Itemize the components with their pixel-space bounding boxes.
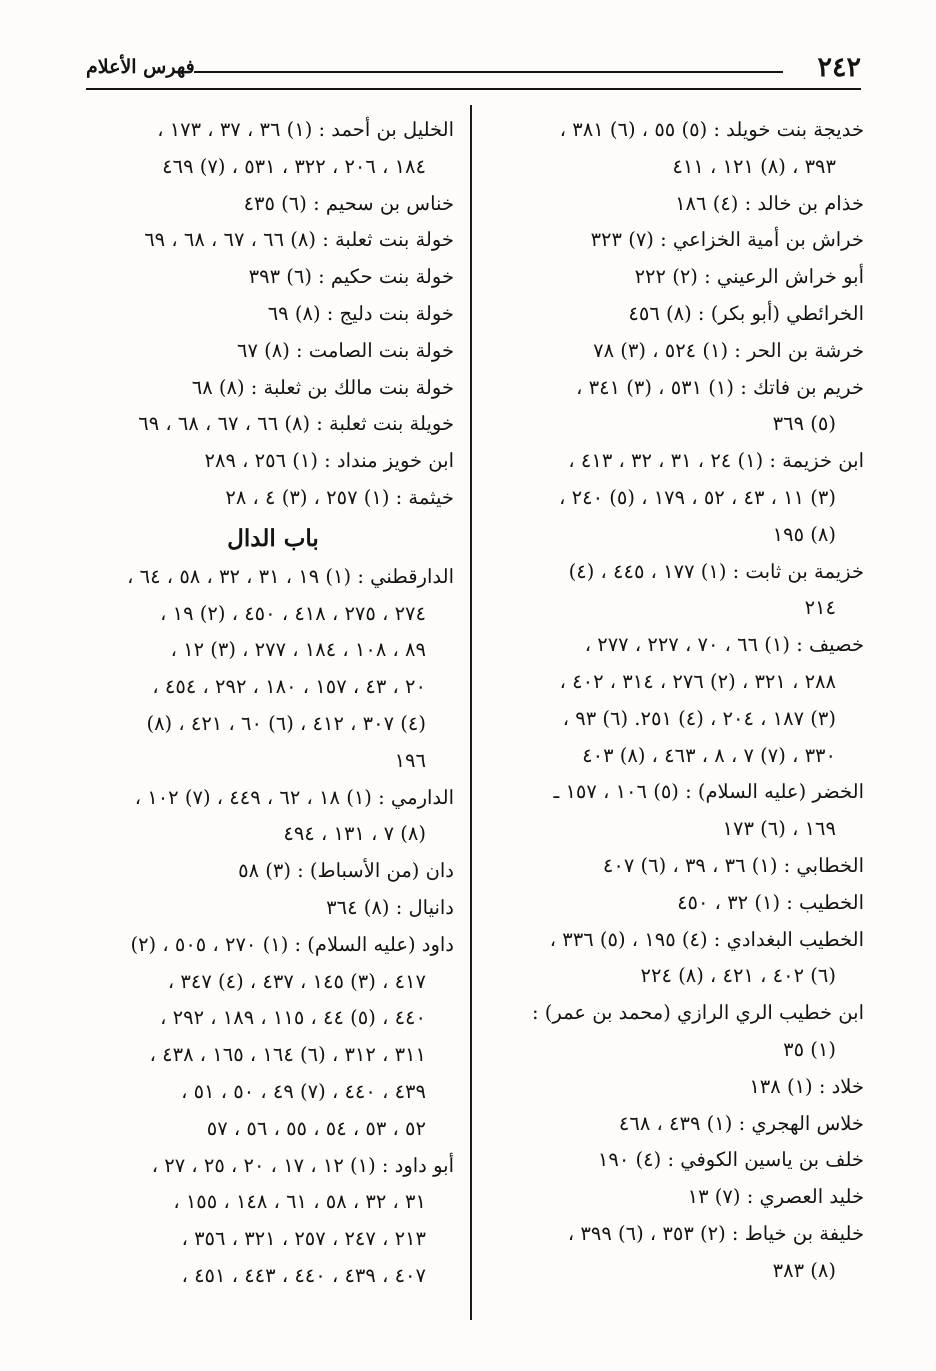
index-entry [92,222,454,259]
entry-line: الخطابي : (١) ٣٦ ، ٣٩ ، (٦) ٤٠٧ [602,853,864,877]
entry-line: خلاس الهجري : (١) ٤٣٩ ، ٤٦٨ [618,1111,864,1135]
index-entry [92,296,454,333]
index-entry [494,222,864,259]
entry-line: الدارمي : (١) ١٨ ، ٦٢ ، ٤٤٩ ، (٧) ١٠٢ ، [134,785,454,809]
entry-continuation-line: ٢١٤ [804,596,836,620]
index-entry [494,259,864,296]
index-entry [92,186,454,223]
index-entry [494,1069,864,1106]
entry-continuation-line: ٣١١ ، ٣١٢ ، (٦) ١٦٤ ، ١٦٥ ، ٤٣٨ ، [149,1043,426,1067]
entry-line: أبو خراش الرعيني : (٢) ٢٢٢ [634,265,864,289]
entry-line: خليد العصري : (٧) ١٣ [687,1185,864,1209]
entry-continuation-line: ٣٩٣ ، (٨) ١٢١ ، ٤١١ [672,154,836,178]
index-entry [494,370,864,444]
entry-line: الخرائطي (أبو بكر) : (٨) ٤٥٦ [628,301,864,325]
entry-line: خولة بنت مالك بن ثعلبة : (٨) ٦٨ [191,375,454,399]
entry-line: خزيمة بن ثابت : (١) ١٧٧ ، ٤٤٥ ، (٤) [568,559,864,583]
index-entry [92,406,454,443]
entry-line: الخطيب : (١) ٣٢ ، ٤٥٠ [677,890,864,914]
entry-continuation-line: ١٩٦ [394,748,426,772]
page-header [86,52,861,92]
index-entry [92,259,454,296]
entry-line: خليفة بن خياط : (٢) ٣٥٣ ، (٦) ٣٩٩ ، [567,1221,864,1245]
column-divider [470,105,472,1320]
index-column-right [494,112,864,1290]
entry-continuation-line: ٤٠٧ ، ٤٣٩ ، ٤٤٠ ، ٤٤٣ ، ٤٥١ ، [181,1263,426,1287]
entry-continuation-line: ٣٣٠ ، (٧) ٧ ، ٨ ، ٤٦٣ ، (٨) ٤٠٣ [582,743,836,767]
entry-continuation-line: (٨) ٣٨٣ [772,1258,836,1282]
entry-continuation-line: (١) ٣٥ [783,1037,836,1061]
entry-continuation-line: ٢٧٤ ، ٢٧٥ ، ٤١٨ ، ٤٥٠ ، (٢) ١٩ ، [160,601,426,625]
index-entry [92,927,454,1148]
entry-continuation-line: (٣) ١١ ، ٤٣ ، ٥٢ ، ١٧٩ ، (٥) ٢٤٠ ، [559,485,836,509]
index-entry [494,995,864,1069]
entry-continuation-line: ٣١ ، ٣٢ ، ٥٨ ، ٦١ ، ١٤٨ ، ١٥٥ ، [173,1190,426,1214]
entry-line: ابن خطيب الري الرازي (محمد بن عمر) : [531,1001,864,1025]
index-entry [92,559,454,780]
entry-line: خراش بن أمية الخزاعي : (٧) ٣٢٣ [590,228,864,252]
entry-line: الخضر (عليه السلام) : (٥) ١٠٦ ، ١٥٧ ـ [553,780,864,804]
index-entry [92,370,454,407]
entry-continuation-line: ٢١٣ ، ٢٤٧ ، ٢٥٧ ، ٣٢١ ، ٣٥٦ ، [181,1227,426,1251]
index-entry [494,333,864,370]
entry-continuation-line: (٥) ٣٦٩ [772,412,836,436]
entry-line: خرشة بن الحر : (١) ٥٢٤ ، (٣) ٧٨ [593,338,864,362]
entry-line: الخطيب البغدادي : (٤) ١٩٥ ، (٥) ٣٣٦ ، [549,927,864,951]
entry-line: ابن خويز منداد : (١) ٢٥٦ ، ٢٨٩ [204,449,454,473]
entry-continuation-line: ١٦٩ ، (٦) ١٧٣ [722,817,836,841]
index-entry [494,112,864,186]
index-entry [494,1216,864,1290]
entry-line: خويلة بنت ثعلبة : (٨) ٦٦ ، ٦٧ ، ٦٨ ، ٦٩ [138,412,454,436]
index-entry [494,627,864,774]
entry-continuation-line: (٣) ١٨٧ ، ٢٠٤ ، (٤) ٢٥١. (٦) ٩٣ ، [562,706,836,730]
entry-continuation-line: ١٨٤ ، ٢٠٦ ، ٣٢٢ ، ٥٣١ ، (٧) ٤٦٩ [162,154,426,178]
entry-continuation-line: (٦) ٤٠٢ ، ٤٢١ ، (٨) ٢٢٤ [640,964,836,988]
entry-line: الدارقطني : (١) ١٩ ، ٣١ ، ٣٢ ، ٥٨ ، ٦٤ ، [127,564,454,588]
entry-line: خولة بنت حكيم : (٦) ٣٩٣ [248,265,454,289]
index-entry [494,554,864,628]
entry-continuation-line: ٢٨٨ ، ٣٢١ ، (٢) ٢٧٦ ، ٣١٤ ، ٤٠٢ ، [559,669,836,693]
entry-continuation-line: ٤٣٩ ، ٤٤٠ ، (٧) ٤٩ ، ٥٠ ، ٥١ ، [181,1079,426,1103]
entry-line: الخليل بن أحمد : (١) ٣٦ ، ٣٧ ، ١٧٣ ، [157,118,454,141]
index-entry [494,848,864,885]
index-entry [494,885,864,922]
index-entry [92,780,454,854]
entry-line: داود (عليه السلام) : (١) ٢٧٠ ، ٥٠٥ ، (٢) [130,932,454,956]
entry-continuation-line: (٨) ١٩٥ [772,522,836,546]
entry-line: خولة بنت الصامت : (٨) ٦٧ [236,338,454,362]
index-entry [494,186,864,223]
index-entries-kha [92,112,454,517]
index-column-left [92,112,454,1295]
running-title: فهرس الأعلام [86,56,195,78]
index-entry [92,112,454,186]
entry-line: خلاد : (١) ١٣٨ [749,1074,864,1098]
index-entry [92,890,454,927]
index-entry [494,1142,864,1179]
entry-line: خناس بن سحيم : (٦) ٤٣٥ [243,191,454,215]
entry-line: خولة بنت دليج : (٨) ٦٩ [267,301,454,325]
index-entry [92,1148,454,1295]
section-heading: باب الدال [227,524,319,552]
header-baseline [86,88,861,90]
entry-line: أبو داود : (١) ١٢ ، ١٧ ، ٢٠ ، ٢٥ ، ٢٧ ، [151,1153,454,1177]
entry-line: دانيال : (٨) ٣٦٤ [326,895,454,919]
index-entry [494,443,864,553]
index-entry [494,1179,864,1216]
header-rule [194,71,783,73]
index-entry [494,774,864,848]
index-entry [92,333,454,370]
index-entry [92,480,454,517]
entry-line: خيثمة : (١) ٢٥٧ ، (٣) ٤ ، ٢٨ [225,485,454,509]
index-entry [494,296,864,333]
entry-continuation-line: (٨) ٧ ، ١٣١ ، ٤٩٤ [283,822,426,846]
entry-continuation-line: ٢٠ ، ٤٣ ، ١٥٧ ، ١٨٠ ، ٢٩٢ ، ٤٥٤ ، [152,675,426,699]
entry-line: دان (من الأسباط) : (٣) ٥٨ [238,859,454,883]
entry-continuation-line: ٤١٧ ، (٣) ١٤٥ ، ٤٣٧ ، (٤) ٣٤٧ ، [167,969,426,993]
index-entry [494,922,864,996]
entry-line: خصيف : (١) ٦٦ ، ٧٠ ، ٢٢٧ ، ٢٧٧ ، [584,633,864,657]
entry-continuation-line: ٨٩ ، ١٠٨ ، ١٨٤ ، ٢٧٧ ، (٣) ١٢ ، [170,638,426,662]
index-entry [494,1106,864,1143]
entry-line: خلف بن ياسين الكوفي : (٤) ١٩٠ [597,1148,864,1172]
page-number: ٢٤٢ [817,52,861,83]
index-entries-dal [92,559,454,1295]
entry-continuation-line: ٤٤٠ ، (٥) ٤٤ ، ١١٥ ، ١٨٩ ، ٢٩٢ ، [160,1006,426,1030]
entry-line: خذام بن خالد : (٤) ١٨٦ [675,191,864,215]
entry-line: خولة بنت ثعلبة : (٨) ٦٦ ، ٦٧ ، ٦٨ ، ٦٩ [144,228,454,252]
entry-line: ابن خزيمة : (١) ٢٤ ، ٣١ ، ٣٢ ، ٤١٣ ، [568,449,864,473]
entry-line: خريم بن فاتك : (١) ٥٣١ ، (٣) ٣٤١ ، [576,375,864,399]
entry-continuation-line: (٤) ٣٠٧ ، ٤١٢ ، (٦) ٦٠ ، ٤٢١ ، (٨) [146,711,426,735]
entry-continuation-line: ٥٢ ، ٥٣ ، ٥٤ ، ٥٥ ، ٥٦ ، ٥٧ [206,1116,426,1140]
index-entry [92,853,454,890]
entry-line: خديجة بنت خويلد : (٥) ٥٥ ، (٦) ٣٨١ ، [559,118,864,141]
index-entry [92,443,454,480]
